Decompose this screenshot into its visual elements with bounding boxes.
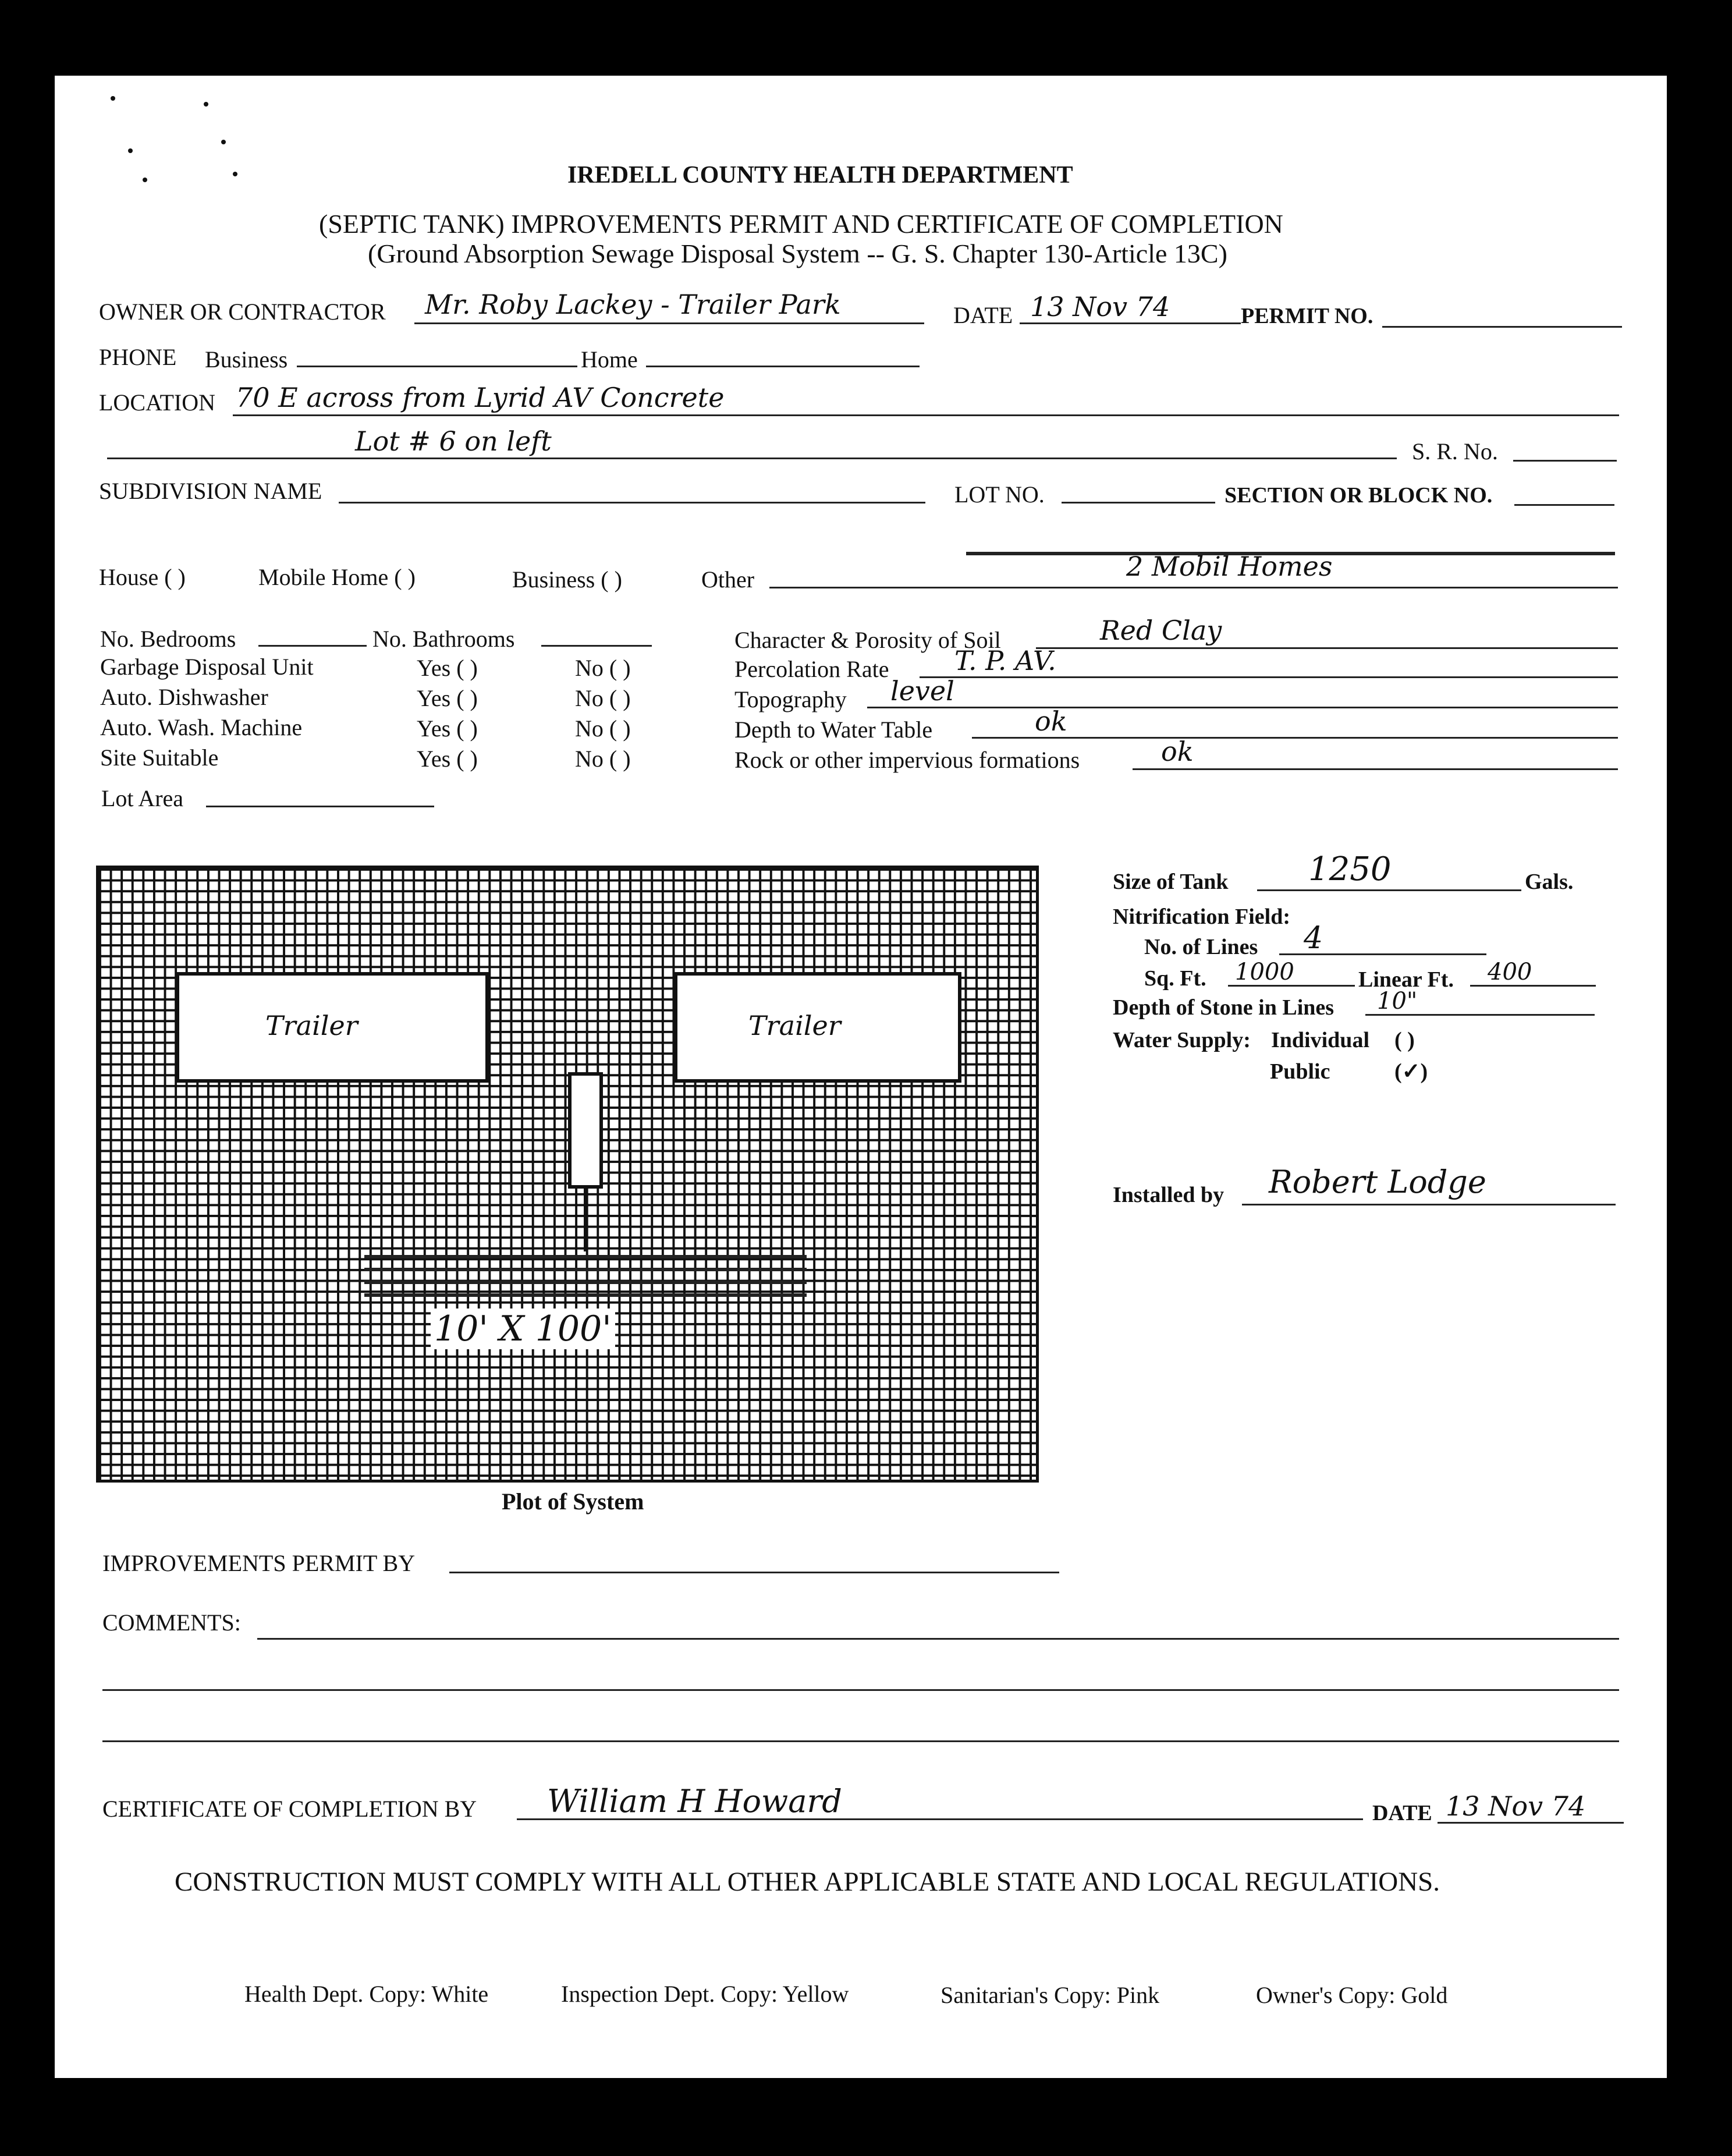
ink-speck [233, 172, 237, 176]
wash-machine-label: Auto. Wash. Machine [100, 714, 303, 740]
wash-machine-yes[interactable]: Yes ( ) [417, 715, 478, 742]
phone-home-line [646, 366, 920, 367]
trailer-right-label: Trailer [745, 1010, 844, 1041]
linear-ft-label: Linear Ft. [1358, 967, 1454, 992]
location-line-1 [233, 414, 1619, 416]
permit-by-label: IMPROVEMENTS PERMIT BY [102, 1550, 416, 1576]
dishwasher-no[interactable]: No ( ) [575, 685, 631, 711]
lot-no-label: LOT NO. [954, 481, 1045, 508]
water-table-line [972, 737, 1618, 739]
certificate-label: CERTIFICATE OF COMPLETION BY [102, 1796, 477, 1822]
ink-speck [111, 96, 115, 101]
wash-machine-no[interactable]: No ( ) [575, 715, 631, 742]
org-name: IREDELL COUNTY HEALTH DEPARTMENT [567, 162, 1073, 189]
sr-no-label: S. R. No. [1412, 438, 1498, 464]
dishwasher-label: Auto. Dishwasher [100, 684, 268, 710]
dishwasher-yes[interactable]: Yes ( ) [417, 685, 478, 711]
garbage-disposal-label: Garbage Disposal Unit [100, 654, 314, 680]
lot-area-label: Lot Area [101, 785, 184, 811]
water-table-label: Depth to Water Table [734, 717, 933, 743]
linear-ft-value[interactable]: 400 [1488, 959, 1532, 985]
phone-business-line [297, 366, 577, 367]
gals-label: Gals. [1525, 870, 1574, 894]
drain-pipe [584, 1187, 587, 1251]
percolation-value[interactable]: T. P. AV. [954, 645, 1056, 676]
topography-label: Topography [734, 686, 847, 712]
tank-size-value[interactable]: 1250 [1308, 850, 1392, 888]
sqft-value[interactable]: 1000 [1235, 959, 1294, 985]
drain-line-4 [364, 1293, 807, 1297]
topography-value[interactable]: level [890, 675, 954, 707]
installed-by-value[interactable]: Robert Lodge [1269, 1164, 1486, 1200]
lot-no-line [1062, 502, 1215, 503]
soil-line [1036, 647, 1618, 649]
plot-grid [96, 866, 1039, 1483]
cert-date-label: DATE [1372, 1801, 1432, 1825]
comments-line-2 [102, 1689, 1619, 1691]
drain-line-1 [364, 1255, 807, 1258]
field-size-label: 10' X 100' [431, 1309, 615, 1349]
subdivision-label: SUBDIVISION NAME [99, 478, 322, 504]
ink-speck [204, 102, 208, 107]
date-label: DATE [953, 302, 1013, 328]
sqft-label: Sq. Ft. [1144, 966, 1206, 991]
ink-speck [221, 140, 226, 144]
bedrooms-line [258, 645, 367, 647]
mobile-home-checkbox[interactable]: Mobile Home ( ) [258, 564, 416, 590]
soil-label: Character & Porosity of Soil [734, 627, 1001, 653]
public-label: Public [1270, 1059, 1330, 1084]
rock-label: Rock or other impervious formations [734, 747, 1080, 773]
site-suitable-yes[interactable]: Yes ( ) [417, 746, 478, 772]
drain-line-3 [364, 1281, 807, 1284]
location-label: LOCATION [99, 389, 215, 416]
rock-line [1133, 768, 1618, 770]
date-line [1020, 322, 1241, 324]
other-label: Other [701, 566, 755, 593]
certificate-value[interactable]: William H Howard [547, 1783, 842, 1820]
individual-label: Individual [1271, 1028, 1369, 1052]
garbage-disposal-no[interactable]: No ( ) [575, 655, 631, 681]
other-line [769, 587, 1618, 588]
copy-sanitarian: Sanitarian's Copy: Pink [940, 1982, 1160, 2008]
site-suitable-label: Site Suitable [100, 744, 219, 771]
stone-depth-value[interactable]: 10" [1377, 988, 1418, 1015]
public-checkbox[interactable]: (✓) [1394, 1059, 1428, 1084]
septic-tank-outline [568, 1072, 603, 1189]
topography-line [867, 707, 1618, 708]
drain-line-2 [364, 1268, 807, 1271]
subdivision-line [339, 502, 925, 503]
percolation-label: Percolation Rate [734, 656, 889, 682]
comments-line-3 [102, 1740, 1619, 1742]
phone-business-label: Business [205, 346, 288, 373]
stone-depth-label: Depth of Stone in Lines [1113, 995, 1335, 1020]
compliance-notice: CONSTRUCTION MUST COMPLY WITH ALL OTHER APPLICABLE STATE AND LOCAL REGULATIONS. [175, 1867, 1440, 1897]
nitrification-label: Nitrification Field: [1113, 905, 1290, 929]
tank-size-label: Size of Tank [1113, 870, 1229, 894]
permit-no-label: PERMIT NO. [1241, 304, 1373, 328]
rock-value[interactable]: ok [1161, 736, 1194, 767]
phone-home-label: Home [581, 346, 638, 373]
form-title: (SEPTIC TANK) IMPROVEMENTS PERMIT AND CERTIFICATE OF COMPLETION [319, 209, 1283, 239]
copy-health: Health Dept. Copy: White [244, 1981, 489, 2007]
location-value-2[interactable]: Lot # 6 on left [355, 425, 552, 457]
no-lines-label: No. of Lines [1144, 935, 1258, 959]
tank-size-line [1257, 889, 1521, 891]
percolation-line [920, 676, 1618, 678]
comments-line-1 [257, 1638, 1619, 1640]
other-value[interactable]: 2 Mobil Homes [1126, 551, 1333, 582]
section-line [1514, 504, 1614, 506]
owner-value[interactable]: Mr. Roby Lackey - Trailer Park [425, 289, 841, 320]
bathrooms-line [541, 645, 652, 647]
cert-date-line [1438, 1822, 1624, 1824]
location-value-1[interactable]: 70 E across from Lyrid AV Concrete [236, 382, 725, 413]
sr-no-line [1513, 460, 1617, 462]
date-value[interactable]: 13 Nov 74 [1030, 291, 1170, 322]
permit-no-line [1382, 326, 1622, 328]
lot-area-line [206, 806, 434, 807]
business-checkbox[interactable]: Business ( ) [512, 566, 622, 593]
owner-label: OWNER OR CONTRACTOR [99, 299, 386, 325]
comments-label: COMMENTS: [102, 1609, 241, 1636]
no-lines-value[interactable]: 4 [1304, 921, 1323, 956]
installed-by-line [1242, 1204, 1616, 1205]
phone-label: PHONE [99, 344, 177, 370]
permit-by-line [449, 1572, 1059, 1573]
copy-inspection: Inspection Dept. Copy: Yellow [561, 1981, 849, 2007]
water-table-value[interactable]: ok [1035, 705, 1067, 737]
trailer-left-label: Trailer [262, 1010, 361, 1041]
water-supply-label: Water Supply: [1113, 1028, 1251, 1052]
plot-caption: Plot of System [502, 1488, 644, 1515]
site-suitable-no[interactable]: No ( ) [575, 746, 631, 772]
section-label: SECTION OR BLOCK NO. [1225, 483, 1493, 508]
soil-value[interactable]: Red Clay [1100, 615, 1222, 646]
cert-date-value[interactable]: 13 Nov 74 [1446, 1790, 1586, 1822]
bathrooms-label: No. Bathrooms [372, 626, 515, 652]
garbage-disposal-yes[interactable]: Yes ( ) [417, 655, 478, 681]
installed-by-label: Installed by [1113, 1183, 1225, 1207]
individual-checkbox[interactable]: ( ) [1394, 1028, 1415, 1052]
copy-owner: Owner's Copy: Gold [1256, 1982, 1448, 2008]
ink-speck [128, 148, 133, 153]
owner-line [414, 322, 924, 324]
form-subtitle: (Ground Absorption Sewage Disposal System -- G. S. Chapter 130-Article 13C) [368, 239, 1227, 268]
location-line-2 [107, 458, 1397, 459]
ink-speck [143, 178, 147, 182]
bedrooms-label: No. Bedrooms [100, 626, 236, 652]
house-checkbox[interactable]: House ( ) [99, 564, 186, 590]
